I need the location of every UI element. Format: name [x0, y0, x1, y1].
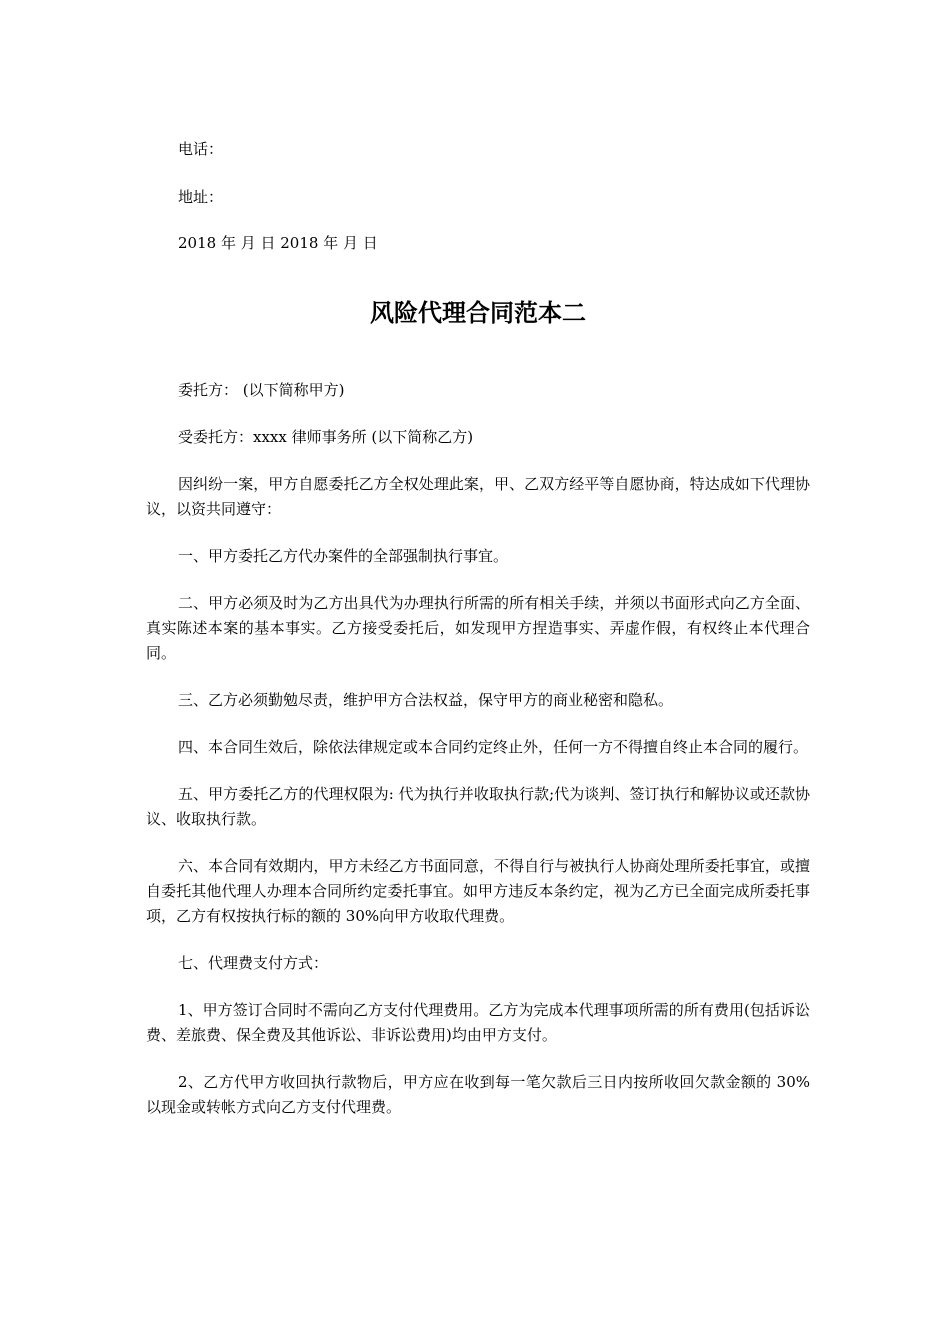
preamble-paragraph: 因纠纷一案，甲方自愿委托乙方全权处理此案，甲、乙双方经平等自愿协商，特达成如下代理协议，以资共同遵守： — [146, 475, 810, 518]
document-title: 风险代理合同范本二 — [370, 299, 586, 327]
document-body — [146, 137, 810, 1120]
clause-6: 六、本合同有效期内，甲方未经乙方书面同意，不得自行与被执行人协商处理所委托事宜，或擅自委托其他代理人办理本合同所约定委托事宜。如甲方违反本条约定，视为乙方已全面完成所委托事项，乙方有权按执行标的额的 30%向甲方收取代理费。 — [146, 857, 810, 925]
clause-4: 四、本合同生效后，除依法律规定或本合同约定终止外，任何一方不得擅自终止本合同的履行。 — [178, 738, 809, 756]
client-party-line: 委托方： (以下简称甲方) — [178, 381, 345, 399]
agent-party-line: 受委托方：xxxx 律师事务所 (以下简称乙方) — [178, 428, 474, 446]
address-line: 地址： — [178, 188, 224, 206]
clause-1: 一、甲方委托乙方代办案件的全部强制执行事宜。 — [178, 547, 509, 565]
clause-3: 三、乙方必须勤勉尽责，维护甲方合法权益，保守甲方的商业秘密和隐私。 — [178, 691, 674, 709]
clause-5: 五、甲方委托乙方的代理权限为: 代为执行并收取执行款;代为谈判、签订执行和解协议或还款协议、收取执行款。 — [146, 785, 810, 828]
date-line: 2018 年 月 日 2018 年 月 日 — [178, 234, 378, 252]
clause-7-heading: 七、代理费支付方式： — [178, 954, 329, 972]
phone-line: 电话： — [178, 140, 224, 158]
clause-7-item-2: 2、乙方代甲方收回执行款物后，甲方应在收到每一笔欠款后三日内按所收回欠款金额的 30%以现金或转帐方式向乙方支付代理费。 — [146, 1073, 810, 1116]
clause-2: 二、甲方必须及时为乙方出具代为办理执行所需的所有相关手续，并须以书面形式向乙方全面、真实陈述本案的基本事实。乙方接受委托后，如发现甲方捏造事实、弄虚作假，有权终止本代理合同。 — [146, 594, 810, 662]
clause-7-item-1: 1、甲方签订合同时不需向乙方支付代理费用。乙方为完成本代理事项所需的所有费用(包括诉讼费、差旅费、保全费及其他诉讼、非诉讼费用)均由甲方支付。 — [146, 1001, 810, 1044]
